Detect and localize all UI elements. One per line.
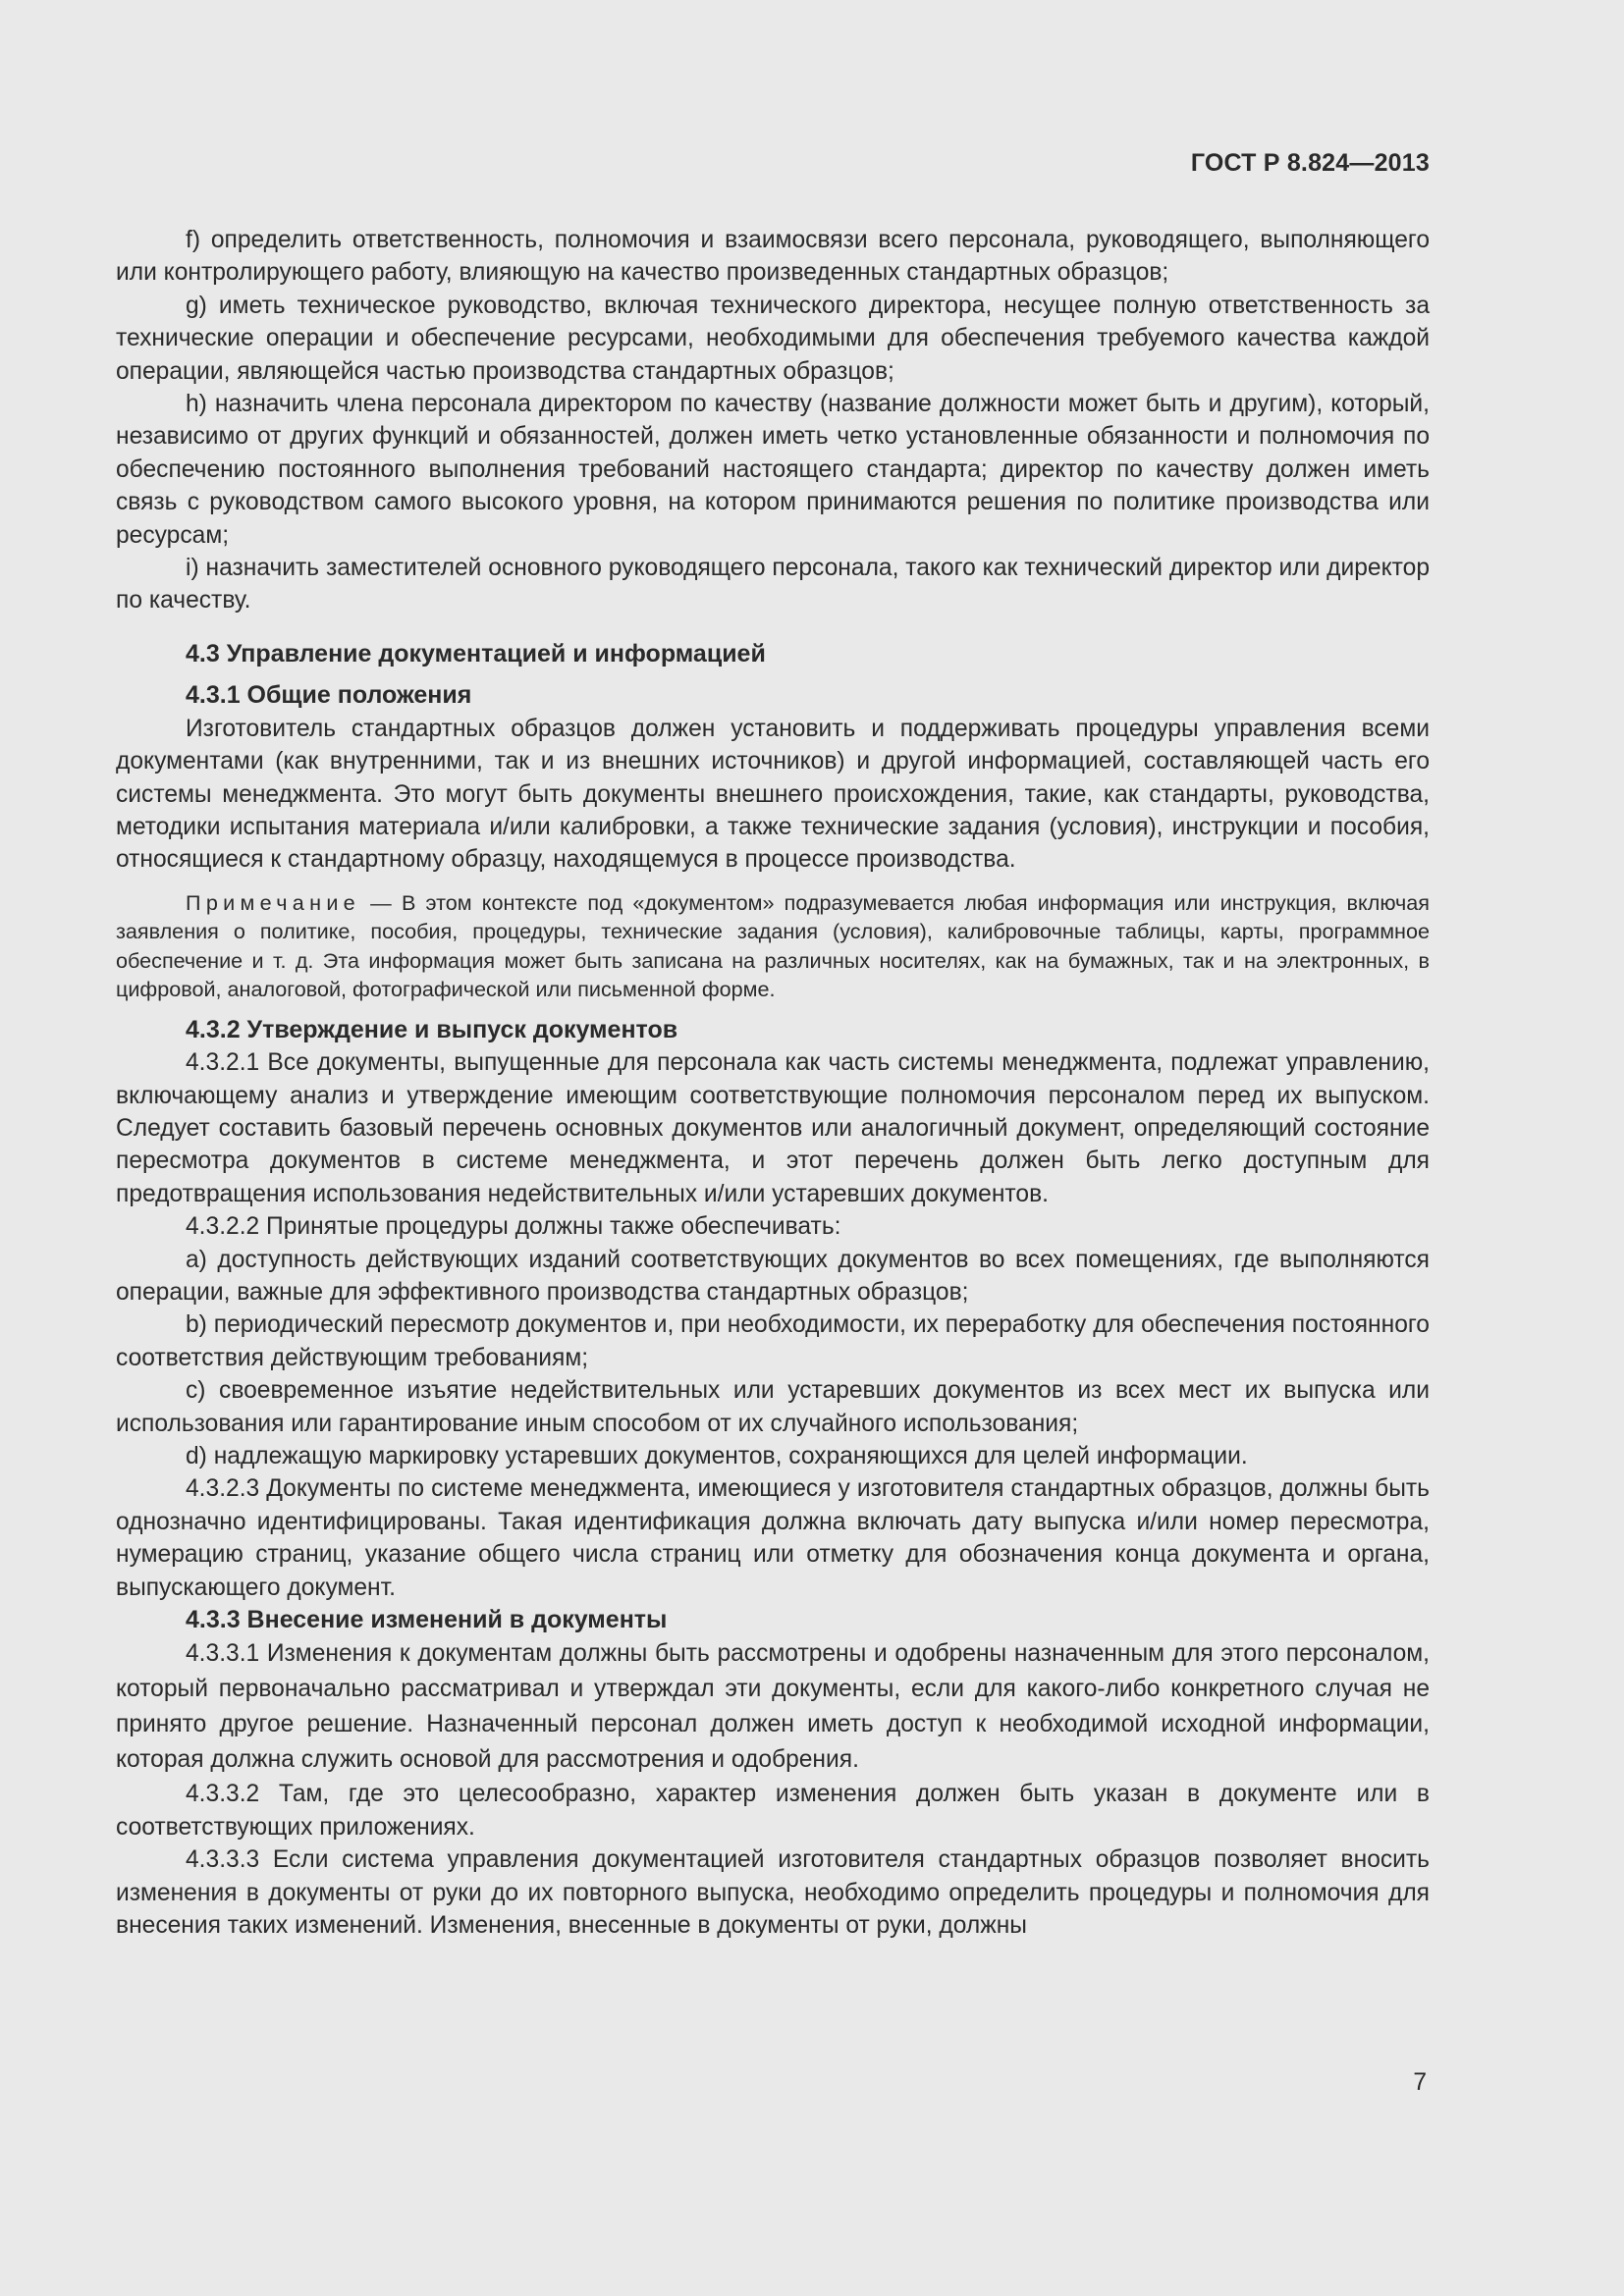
subsection-heading-4-3-1: 4.3.1 Общие положения xyxy=(186,681,472,710)
list-item-g: g) иметь техническое руководство, включая технического директора, несущее полную ответственность за технические операции и обеспечение ресурсами, необходимыми для обеспечения требуемого качества каждой операции, являющейся частью производства стандартных образцов; xyxy=(116,292,1430,385)
note xyxy=(116,888,1430,1004)
section-heading-4-3: 4.3 Управление документацией и информацией xyxy=(186,639,766,667)
standard-designation: ГОСТ Р 8.824—2013 xyxy=(1190,149,1430,177)
subsection-heading-4-3-2: 4.3.2 Утверждение и выпуск документов xyxy=(186,1015,678,1043)
paragraph-4-3-3-2: 4.3.3.2 Там, где это целесообразно, характер изменения должен быть указан в документе или в соответствующих приложениях. xyxy=(116,1781,1430,1841)
page-number: 7 xyxy=(1413,2069,1427,2096)
list-item-d: d) надлежащую маркировку устаревших документов, сохраняющихся для целей информации. xyxy=(186,1443,1248,1469)
paragraph-4-3-3-1: 4.3.3.1 Изменения к документам должны быть рассмотрены и одобрены назначенным для этого персоналом, который первоначально рассматривал и утверждал эти документы, если для какого-либо конкретного случая не принято другое решение. Назначенный персонал должен иметь доступ к необходимой исходной информации, которая должна служить основой для рассмотрения и одобрения. xyxy=(116,1640,1430,1774)
list-item-a: a) доступность действующих изданий соответствующих документов во всех помещениях, где выполняются операции, важные для эффективного производства стандартных образцов; xyxy=(116,1246,1430,1306)
list-item-c: c) своевременное изъятие недействительных или устаревших документов из всех мест их выпуска или использования или гарантирование иным способом от их случайного использования; xyxy=(116,1377,1430,1437)
list-item-h: h) назначить члена персонала директором по качеству (название должности может быть и другим), который, независимо от других функций и обязанностей, должен иметь четко установленные обязанности и полномочия по обеспечению постоянного выполнения требований настоящего стандарта; директор по качеству должен иметь связь с руководством самого высокого уровня, на котором принимаются решения по политике производства или ресурсам; xyxy=(116,391,1430,549)
paragraph-4-3-2-3: 4.3.2.3 Документы по системе менеджмента, имеющиеся у изготовителя стандартных образцов, должны быть однозначно идентифицированы. Такая идентификация должна включать дату выпуска и/или номер пересмотра, нумерацию страниц, указание общего числа страниц или отметку для обозначения конца документа и органа, выпускающего документ. xyxy=(116,1475,1430,1601)
list-item-i: i) назначить заместителей основного руководящего персонала, такого как технический директор или директор по качеству. xyxy=(116,555,1430,614)
paragraph-4-3-3-3: 4.3.3.3 Если система управления документацией изготовителя стандартных образцов позволяет вносить изменения в документы от руки до их повторного выпуска, необходимо определить процедуры и полномочия для внесения таких изменений. Изменения, внесенные в документы от руки, должны xyxy=(116,1846,1430,1940)
paragraph-4-3-2-2: 4.3.2.2 Принятые процедуры должны также обеспечивать: xyxy=(186,1213,841,1241)
page-body xyxy=(116,224,1430,1942)
note-label: Примечание xyxy=(186,889,360,915)
note-text: — В этом контексте под «документом» подразумевается любая информация или инструкция, включая заявления о политике, пособия, процедуры, технические задания (условия), калибровочные таблицы, карты, программное обеспечение и т. д. Эта информация может быть записана на различных носителях, как на бумажных, так и на электронных, в цифровой, аналоговой, фотографической или письменной форме. xyxy=(116,889,1430,1002)
list-item-f: f) определить ответственность, полномочия и взаимосвязи всего персонала, руководящего, выполняющего или контролирующего работу, влияющую на качество произведенных стандартных образцов; xyxy=(116,227,1430,287)
subsection-heading-4-3-3: 4.3.3 Внесение изменений в документы xyxy=(186,1606,668,1634)
paragraph-4-3-2-1: 4.3.2.1 Все документы, выпущенные для персонала как часть системы менеджмента, подлежат управлению, включающему анализ и утверждение имеющим соответствующие полномочия персоналом перед их выпуском. Следует составить базовый перечень основных документов или аналогичный документ, определяющий состояние пересмотра документов в системе менеджмента, и этот перечень должен быть легко доступным для предотвращения использования недействительных и/или устаревших документов. xyxy=(116,1049,1430,1207)
paragraph-4-3-1: Изготовитель стандартных образцов должен установить и поддерживать процедуры управления всеми документами (как внутренними, так и из внешних источников) и другой информацией, составляющей часть его системы менеджмента. Это могут быть документы внешнего происхождения, такие, как стандарты, руководства, методики испытания материала и/или калибровки, а также технические задания (условия), инструкции и пособия, относящиеся к стандартному образцу, находящемуся в процессе производства. xyxy=(116,715,1430,874)
list-item-b: b) периодический пересмотр документов и, при необходимости, их переработку для обеспечения постоянного соответствия действующим требованиям; xyxy=(116,1311,1430,1371)
